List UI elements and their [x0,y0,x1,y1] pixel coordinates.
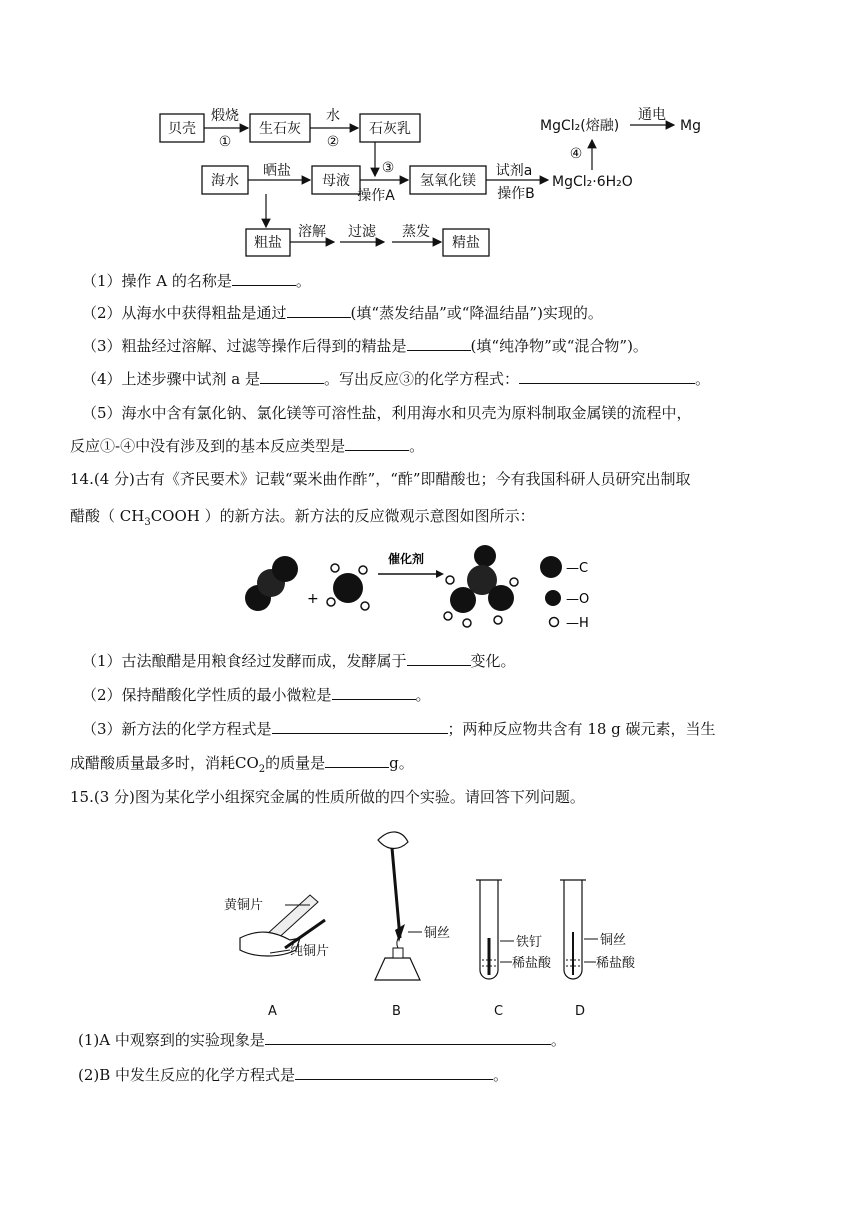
node-mg: Mg [680,118,701,134]
equation-blank[interactable] [519,368,695,384]
q15-part1: (1)A 中观察到的实验现象是 。 [78,1031,566,1049]
q13-part2: （2）从海水中获得粗盐是通过 (填“蒸发结晶”或“降温结晶”)实现的。 [82,304,603,322]
label-b: B [392,1004,401,1019]
q14-part1: （1）古法酿醋是用粮食经过发酵而成，发酵属于 变化。 [82,652,516,670]
legend-carbon-icon [540,556,562,578]
answer-blank[interactable] [325,752,389,768]
label-filter: 过滤 [348,224,376,240]
answer-blank[interactable] [332,684,416,700]
label-copper-wire-b: 铜丝 [424,926,451,941]
label-d: D [575,1004,586,1019]
node-seawater: 海水 [211,173,239,189]
metal-experiments-figure [0,820,860,1020]
catalyst-label: 催化剂 [387,552,425,566]
label-step1: ① [218,134,232,150]
label-operation-a: 操作A [357,188,395,204]
label-step4: ④ [569,146,583,162]
label-calcine: 煅烧 [211,108,239,124]
q14-intro-line1: 14.(4 分)古有《齐民要术》记载“粟米曲作酢”，“酢”即醋酸也；今有我国科研人员研究出制取 [70,470,691,488]
experiment-c [476,880,552,1019]
label-step3: ③ [381,160,395,176]
node-shell: 贝壳 [168,121,196,137]
svg-text:—C: —C [566,561,589,576]
svg-text:—H: —H [566,616,589,631]
q15-part2: (2)B 中发生反应的化学方程式是 。 [78,1066,509,1084]
label-step2: ② [326,134,340,150]
label-dilute-hcl-c: 稀盐酸 [512,956,552,971]
q13-part1: （1）操作 A 的名称是 。 [82,272,311,290]
label-pure-copper: 纯铜片 [290,944,330,959]
q13-part4: （4）上述步骤中试剂 a 是 。写出反应③的化学方程式： 。 [82,370,711,388]
experiment-b [375,832,450,1019]
atom-legend [540,556,589,631]
node-crude-salt: 粗盐 [254,235,282,251]
q13-part3: （3）粗盐经过溶解、过滤等操作后得到的精盐是 (填“纯净物”或“混合物”)。 [82,337,648,355]
label-operation-b: 操作B [497,186,535,202]
node-quicklime: 生石灰 [259,121,301,137]
answer-blank[interactable] [345,435,409,451]
node-refined-salt: 精盐 [452,235,480,251]
answer-blank[interactable] [287,302,351,318]
node-mgcl2-hydrate: MgCl₂·6H₂O [552,174,633,190]
q14-part3-line1: （3）新方法的化学方程式是 ；两种反应物共含有 18 g 碳元素，当生 [82,720,716,738]
label-sun-dry: 晒盐 [263,163,291,179]
q14-intro-line2: 醋酸（ $CH_3COOH$ ）的新方法。新方法的反应微观示意图如图所示： [70,507,535,528]
node-lime-milk: 石灰乳 [369,121,411,137]
node-mother-liquor: 母液 [322,173,350,189]
label-electrolysis: 通电 [638,107,666,123]
answer-blank[interactable] [232,270,296,286]
answer-blank[interactable] [407,650,471,666]
ch4-molecule [327,564,369,610]
plus-sign: + [307,591,319,607]
label-c: C [494,1004,504,1019]
reaction-micro-diagram [0,540,860,640]
label-dilute-hcl-d: 稀盐酸 [596,956,636,971]
q15-intro: 15.(3 分)图为某化学小组探究金属的性质所做的四个实验。请回答下列问题。 [70,788,585,806]
answer-blank[interactable] [407,335,471,351]
label-dissolve: 溶解 [298,224,326,240]
equation-blank[interactable] [272,718,448,734]
q14-part3-line2: 成醋酸质量最多时，消耗$CO_2$的质量是 g。 [70,754,414,775]
label-water: 水 [326,108,340,124]
legend-hydrogen-icon [550,618,559,627]
acetic-acid-molecule [444,545,518,627]
svg-text:—O: —O [566,592,590,607]
experiment-a [224,895,329,1019]
label-copper-wire-d: 铜丝 [600,933,627,948]
label-iron-nail: 铁钉 [516,935,543,950]
q13-part5-line1: （5）海水中含有氯化钠、氯化镁等可溶性盐，利用海水和贝壳为原料制取金属镁的流程中， [82,404,692,422]
salt-magnesium-flowchart [0,0,860,270]
q13-part5-line2: 反应①-④中没有涉及到的基本反应类型是 。 [70,437,425,455]
equation-blank[interactable] [295,1064,493,1080]
answer-blank[interactable] [260,368,324,384]
label-brass-sheet: 黄铜片 [224,898,264,913]
answer-blank[interactable] [265,1029,551,1045]
q14-part2: （2）保持醋酸化学性质的最小微粒是 。 [82,686,431,704]
experiment-d [560,880,636,1019]
co2-molecule [245,556,298,611]
legend-oxygen-icon [545,590,561,606]
node-mg-hydroxide: 氢氧化镁 [420,173,476,189]
label-a: A [268,1004,277,1019]
node-mgcl2-molten: MgCl₂(熔融) [540,118,620,134]
label-evaporate: 蒸发 [402,224,430,240]
label-reagent-a: 试剂a [495,163,533,179]
